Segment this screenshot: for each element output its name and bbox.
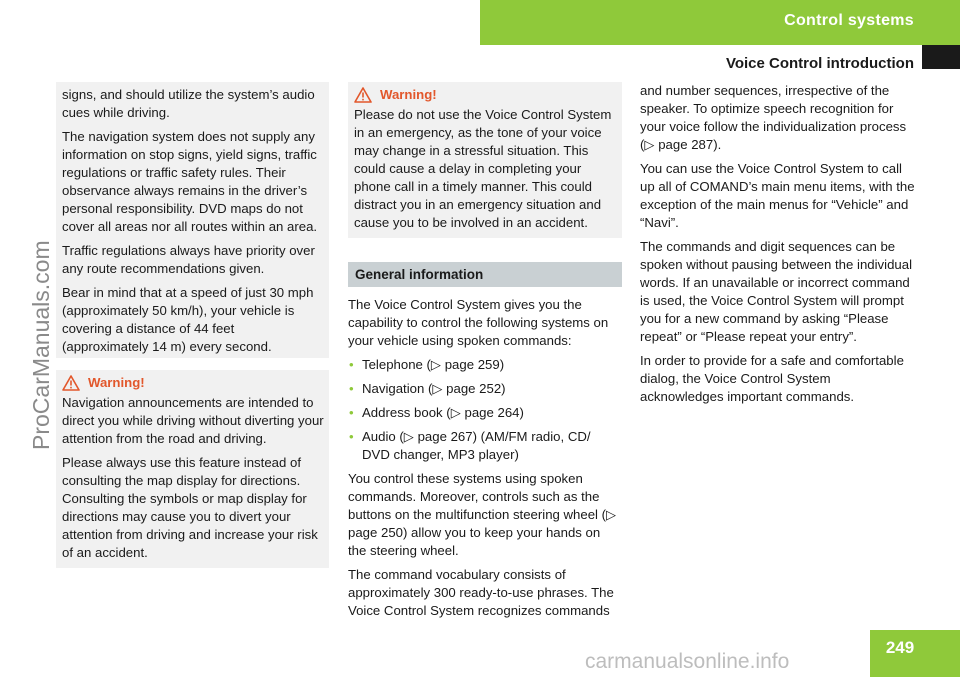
page-number-box (870, 630, 960, 677)
list-item (348, 428, 622, 464)
list-item-text: Navigation (▷ page 252) (362, 381, 506, 396)
warning-box (56, 370, 329, 568)
list-item-text: Address book (▷ page 264) (362, 405, 524, 420)
column-1 (56, 82, 329, 568)
column-3 (640, 82, 916, 412)
list-item (348, 380, 622, 398)
footer-watermark: carmanualsonline.info (585, 650, 790, 673)
paragraph: The Voice Control System gives you the capability to control the following systems on your vehicle using spoken commands: (348, 297, 609, 348)
warning-triangle-icon (62, 375, 80, 391)
paragraph: Please always use this feature instead of consulting the map display for directions. Consulting the symbols or map display for directions may cause you to divert your attention from driving and increase your risk of an accident. (62, 455, 318, 560)
paragraph: and number sequences, irrespective of the speaker. To optimize speech recognition for your voice follow the individualization process (▷ page 287). (640, 83, 907, 152)
info-box (56, 82, 329, 358)
paragraph: signs, and should utilize the system’s audio cues while driving. (62, 87, 315, 120)
paragraph: You control these systems using spoken commands. Moreover, controls such as the buttons on the multifunction steering wheel (▷ page 250) allow you to keep your hands on the steering wheel. (348, 471, 617, 558)
list-item (348, 356, 622, 374)
bullet-icon: • (349, 381, 354, 396)
bullet-icon: • (349, 405, 354, 420)
paragraph: Bear in mind that at a speed of just 30 mph (approximately 50 km/h), your vehicle is covering a distance of 44 feet (approximately 14 m) every second. (62, 285, 314, 354)
paragraph: Please do not use the Voice Control System in an emergency, as the tone of your voice may change in a stressful situation. This could cause a delay in completing your phone call in a timely manner. This could distract you in an emergency situation and cause you to be involved in an accident. (354, 107, 612, 230)
warning-heading (62, 374, 324, 392)
paragraph: You can use the Voice Control System to call up all of COMAND’s main menu items, with the exception of the main menus for “Vehicle” and “Navi”. (640, 161, 915, 230)
warning-triangle-icon (354, 87, 372, 103)
warning-box (348, 82, 622, 238)
paragraph: The command vocabulary consists of approximately 300 ready-to-use phrases. The Voice Control System recognizes commands (348, 567, 614, 618)
paragraph: Navigation announcements are intended to direct you while driving without diverting your attention from the road and driving. (62, 395, 324, 446)
column-2 (348, 82, 622, 626)
warning-heading (354, 86, 617, 104)
bullet-icon: • (349, 429, 354, 444)
paragraph: The commands and digit sequences can be spoken without pausing between the individual words. If an unavailable or incorrect command is used, the Voice Control System will prompt you for a new command by asking “Please repeat” or “Please repeat your entry”. (640, 239, 912, 344)
section-heading: General information (348, 262, 622, 287)
warning-title: Warning! (88, 375, 145, 390)
paragraph: Traffic regulations always have priority over any route recommendations given. (62, 243, 315, 276)
header-tab-marker (922, 45, 960, 69)
page-number: 249 (885, 638, 915, 657)
warning-title: Warning! (380, 87, 437, 102)
list-item (348, 404, 622, 422)
list-item-text: Telephone (▷ page 259) (362, 357, 505, 372)
page-subtitle: Voice Control introduction (725, 55, 914, 72)
bullet-icon: • (349, 357, 354, 372)
paragraph: The navigation system does not supply any information on stop signs, yield signs, traffic regulations or traffic safety rules. Their observance always remains in the driver’s personal responsibility. DVD maps do not cover all areas nor all routes within an area. (62, 129, 318, 234)
section-title: Control systems (784, 12, 914, 29)
side-watermark: ProCarManuals.com (28, 240, 54, 450)
paragraph: In order to provide for a safe and comfortable dialog, the Voice Control System acknowledges important commands. (640, 353, 904, 404)
list-item-text: Audio (▷ page 267) (AM/FM radio, CD/ DVD changer, MP3 player) (362, 429, 591, 462)
